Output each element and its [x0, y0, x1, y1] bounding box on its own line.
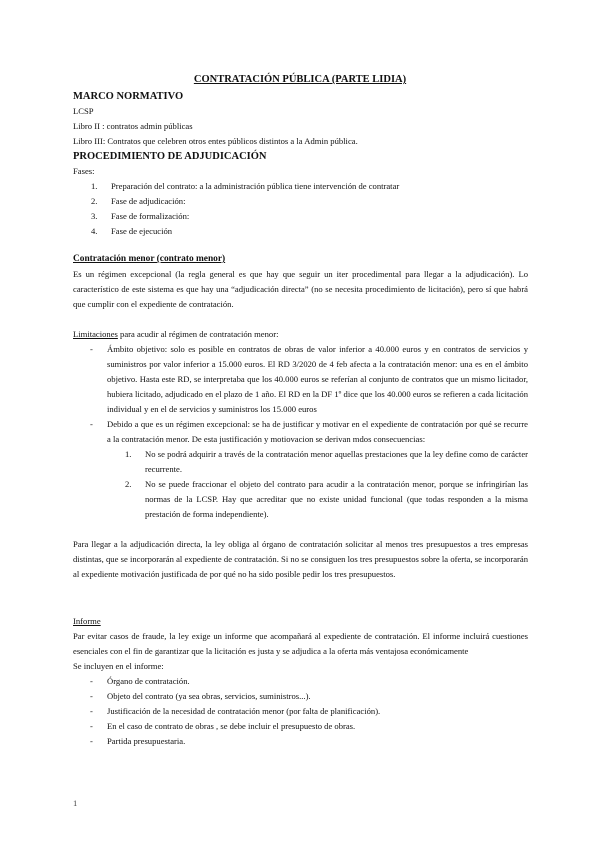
marco-line: Libro III: Contratos que celebren otros entes públicos distintos a la Admin pública. [73, 136, 358, 146]
limitaciones-line: Limitaciones para acudir al régimen de contratación menor: [73, 329, 279, 339]
list-item: - Debido a que es un régimen excepcional: se ha de justificar y motivar en el expediente de contratación por qué se recurre a la contratación menor. De esta justificación y motiovacion se derivan mdos consecuencias: 1. No se podrá adquirir a través de la contratación menor aquellas prestaciones que la ley define como de carácter recurrente. 2. No se puede fraccionar el objeto del contrato para acudir a la contratación menor, porque se infringirían las normas de la LCSP. Hay que acreditar que no existe unidad funcional (que todas responden a la misma prestación de forma independiente). [73, 417, 528, 522]
list-item: 4. Fase de ejecución [91, 226, 173, 236]
consequences-list [107, 447, 528, 522]
phases-list [73, 179, 528, 239]
contratacion-menor-section [73, 252, 528, 582]
list-item: - Órgano de contratación. [90, 676, 190, 686]
page-number: 1 [73, 798, 78, 808]
list-item: 1. Preparación del contrato: a la administración pública tiene intervención de contratar [91, 181, 400, 191]
limitaciones-label: Limitaciones [73, 329, 118, 339]
phases-intro: Fases: [73, 166, 95, 176]
list-item: 3. Fase de formalización: [91, 211, 190, 221]
adjudicacion-paragraph: Para llegar a la adjudicación directa, la ley obliga al órgano de contratación solicitar al menos tres presupuestos a tres empresas distintas, que se incorporarán al expediente de contratación. Si no se consiguen los tres presupuestos sobre la oferta, se incorporarán al expediente motivación justificada de por qué no ha sido posible pedir los tres presupuestos. [73, 539, 528, 579]
list-item: - En el caso de contrato de obras , se debe incluir el presupuesto de obras. [90, 721, 356, 731]
document-title: CONTRATACIÓN PÚBLICA (PARTE LIDIA) [193, 74, 407, 85]
procedimiento-heading: PROCEDIMIENTO DE ADJUDICACIÓN [73, 151, 267, 162]
informe-list [73, 674, 528, 749]
informe-intro: Se incluyen en el informe: [73, 661, 164, 671]
menor-heading: Contratación menor (contrato menor) [73, 254, 226, 264]
marco-normativo-section [73, 89, 528, 239]
list-item: - Partida presupuestaria. [90, 736, 186, 746]
marco-line: LCSP [73, 106, 94, 116]
menor-paragraph: Es un régimen excepcional (la regla general es que hay que seguir un iter procedimental para llegar a la adjudicación). Lo característico de este sistema es que hay una “adjudicación directa” (no se necesita procedimiento de licitación), pero sí que habrá que cumplir con el expediente de contratación. [73, 269, 528, 309]
list-item: 2. No se puede fraccionar el objeto del contrato para acudir a la contratación menor, porque se infringirían las normas de la LCSP. Hay que acreditar que no existe unidad funcional (que todas responden a la misma prestación de forma independiente). [125, 479, 528, 519]
informe-paragraph: Par evitar casos de fraude, la ley exige un informe que acompañará al expediente de contratación. El informe incluirá cuestiones esenciales con el fin de garantizar que la licitación es justa y se adjudica a la oferta más ventajosa económicamente [73, 631, 528, 656]
list-item: - Ámbito objetivo: solo es posible en contratos de obras de valor inferior a 40.000 euros y en contratos de servicios y suministros por valor inferior a 15.000 euros. El RD 3/2020 de 4 feb afecta a la contratación menor: una es en el ámbito objetivo. Hasta este RD, se interpretaba que los 40.000 euros se referían al conjunto de contratos que un mismo licitador, hubiera licitado, adjudicado en el plazo de 1 año. El RD en la DF 1º dice que los 40.000 euros se refieren a cada licitación individual y en el de servicios y suministros los 15.000 euros [90, 344, 528, 414]
marco-line: Libro II : contratos admin públicas [73, 121, 193, 131]
list-item: - Objeto del contrato (ya sea obras, servicios, suministros...). [90, 691, 311, 701]
informe-heading: Informe [73, 616, 101, 626]
informe-section [73, 614, 528, 749]
list-item: 1. No se podrá adquirir a través de la contratación menor aquellas prestaciones que la ley define como de carácter recurrente. [125, 449, 528, 474]
list-item: - Justificación de la necesidad de contratación menor (por falta de planificación). [90, 706, 381, 716]
marco-heading: MARCO NORMATIVO [73, 91, 184, 102]
limitaciones-list [73, 342, 528, 522]
list-item: 2. Fase de adjudicación: [91, 196, 186, 206]
